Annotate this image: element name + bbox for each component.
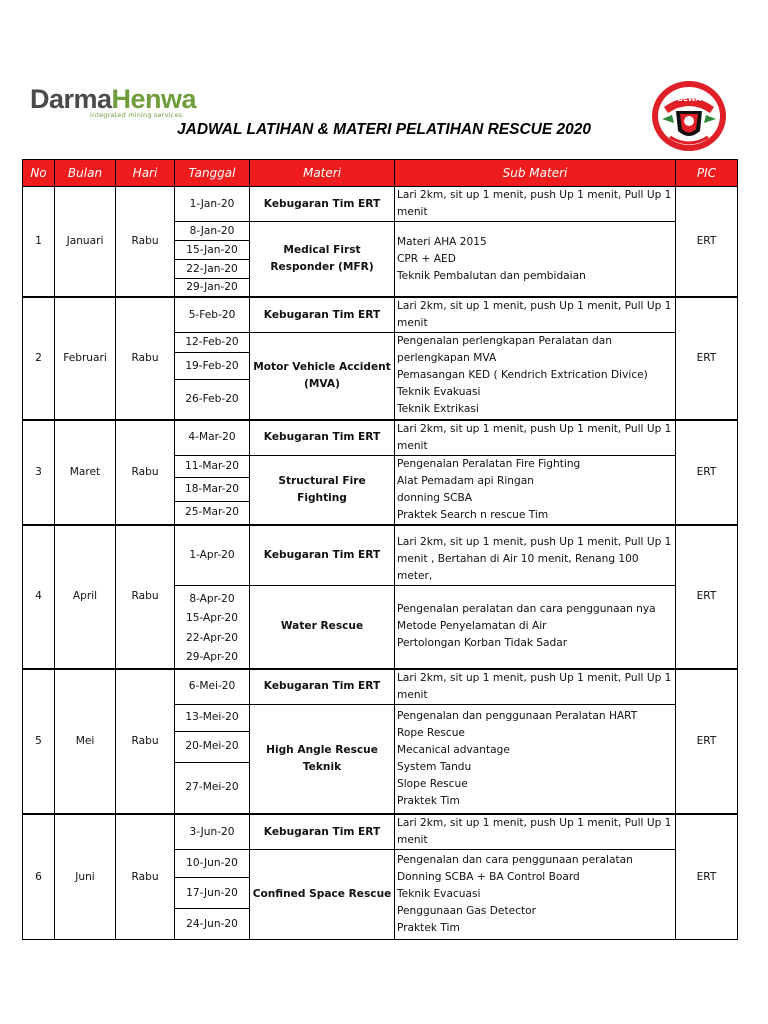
date-cell: 3-Jun-20: [175, 814, 250, 850]
sub-materi-cell: [395, 704, 676, 814]
table-row: [23, 814, 738, 850]
header-materi: Materi: [250, 160, 395, 187]
month-no: 3: [23, 420, 55, 525]
month-day: Rabu: [116, 297, 175, 420]
sub-materi-line: Donning SCBA + BA Control Board: [397, 871, 580, 883]
sub-materi-line: Praktek Search n rescue Tim: [397, 508, 549, 521]
date-cell: 24-Jun-20: [175, 909, 250, 940]
materi-cell: Kebugaran Tim ERT: [250, 187, 395, 222]
date-cell: 25-Mar-20: [175, 501, 250, 524]
sub-materi-line: System Tandu: [397, 760, 472, 773]
materi-cell: Structural Fire Fighting: [250, 455, 395, 525]
logo-brand-part2: Henwa: [111, 84, 197, 114]
sub-materi-line: Lari 2km, sit up 1 menit, push Up 1 menit, Pull Up 1 menit: [397, 817, 672, 846]
materi-cell: Kebugaran Tim ERT: [250, 669, 395, 705]
pic-cell: ERT: [676, 187, 738, 298]
logo-tagline: integrated mining services: [90, 111, 183, 119]
table-row: [23, 669, 738, 705]
sub-materi-line: Rope Rescue: [397, 726, 465, 739]
materi-cell: Kebugaran Tim ERT: [250, 814, 395, 850]
date-cell: 8-Jan-20: [175, 222, 250, 241]
sub-materi-line: donning SCBA: [397, 491, 473, 504]
sub-materi-cell: [395, 814, 676, 850]
sub-materi-line: Pemasangan KED ( Kendrich Extrication Divice): [397, 369, 648, 382]
month-day: Rabu: [116, 420, 175, 525]
sub-materi-line: Pengenalan dan penggunaan Peralatan HART: [397, 709, 638, 722]
date-cell: 17-Jun-20: [175, 878, 250, 909]
sub-materi-cell: [395, 585, 676, 669]
schedule-table: [22, 159, 738, 940]
sub-materi-cell: [395, 525, 676, 586]
materi-cell: Water Rescue: [250, 585, 395, 669]
sub-materi-line: Pengenalan perlengkapan Peralatan dan perlengkapan MVA: [397, 335, 612, 365]
sub-materi-line: Lari 2km, sit up 1 menit, push Up 1 menit, Pull Up 1 menit: [397, 422, 672, 452]
sub-materi-line: Pertolongan Korban Tidak Sadar: [397, 637, 568, 649]
table-row: [23, 420, 738, 456]
pic-cell: ERT: [676, 420, 738, 525]
logo-wordmark: [30, 84, 210, 114]
date-cell: 12-Feb-20: [175, 333, 250, 353]
sub-materi-line: Pengenalan peralatan dan cara penggunaan nya: [397, 603, 656, 615]
month-no: 6: [23, 814, 55, 940]
month-name: Januari: [55, 187, 116, 298]
sub-materi-line: Materi AHA 2015: [397, 235, 487, 248]
rescue-team-emblem-icon: [650, 79, 728, 153]
date-cell: 6-Mei-20: [175, 669, 250, 705]
sub-materi-line: Mecanical advantage: [397, 743, 510, 756]
date-line: 22-Apr-20: [185, 631, 239, 644]
month-no: 1: [23, 187, 55, 298]
date-cell: [175, 585, 250, 669]
logo-brand-part1: Darma: [30, 84, 112, 114]
materi-cell: Motor Vehicle Accident (MVA): [250, 333, 395, 420]
month-name: April: [55, 525, 116, 669]
pic-cell: ERT: [676, 297, 738, 420]
materi-cell: Kebugaran Tim ERT: [250, 525, 395, 586]
sub-materi-line: Praktek Tim: [397, 794, 460, 807]
pic-cell: ERT: [676, 525, 738, 669]
date-cell: 27-Mei-20: [175, 762, 250, 814]
sub-materi-line: Lari 2km, sit up 1 menit, push Up 1 menit, Pull Up 1 menit: [397, 189, 672, 218]
header-sub-materi: Sub Materi: [395, 160, 676, 187]
date-cell: 15-Jan-20: [175, 241, 250, 260]
sub-materi-line: Praktek Tim: [397, 922, 460, 934]
sub-materi-line: Penggunaan Gas Detector: [397, 905, 536, 917]
date-cell: 4-Mar-20: [175, 420, 250, 456]
date-line: 8-Apr-20: [189, 592, 235, 605]
date-cell: 20-Mei-20: [175, 731, 250, 762]
month-name: Februari: [55, 297, 116, 420]
header-no: No: [23, 160, 55, 187]
month-name: Maret: [55, 420, 116, 525]
emblem-text: DEWA: [677, 95, 701, 103]
month-name: Mei: [55, 669, 116, 815]
month-no: 2: [23, 297, 55, 420]
company-logo: [30, 84, 210, 120]
pic-cell: ERT: [676, 814, 738, 940]
date-cell: 1-Apr-20: [175, 525, 250, 586]
materi-cell: Medical First Responder (MFR): [250, 222, 395, 298]
sub-materi-line: Lari 2km, sit up 1 menit, push Up 1 menit, Pull Up 1 menit: [397, 300, 672, 329]
sub-materi-cell: [395, 222, 676, 298]
sub-materi-cell: [395, 333, 676, 420]
materi-cell: Kebugaran Tim ERT: [250, 420, 395, 456]
month-name: Juni: [55, 814, 116, 940]
date-cell: 10-Jun-20: [175, 850, 250, 878]
date-cell: 19-Feb-20: [175, 353, 250, 380]
date-cell: 13-Mei-20: [175, 704, 250, 731]
header-hari: Hari: [116, 160, 175, 187]
sub-materi-line: Teknik Pembalutan dan pembidaian: [397, 269, 586, 282]
month-no: 5: [23, 669, 55, 815]
date-cell: 18-Mar-20: [175, 477, 250, 501]
sub-materi-line: Teknik Evakuasi: [397, 386, 481, 399]
date-cell: 29-Jan-20: [175, 279, 250, 298]
month-day: Rabu: [116, 525, 175, 669]
date-line: 29-Apr-20: [185, 651, 239, 663]
sub-materi-cell: [395, 420, 676, 456]
materi-cell: Confined Space Rescue: [250, 850, 395, 940]
sub-materi-line: Lari 2km, sit up 1 menit, push Up 1 menit, Pull Up 1 menit , Bertahan di Air 10 menit, Renang 100 meter,: [397, 535, 672, 582]
sub-materi-cell: [395, 455, 676, 525]
sub-materi-line: CPR + AED: [397, 252, 456, 265]
month-day: Rabu: [116, 814, 175, 940]
date-cell: 1-Jan-20: [175, 187, 250, 222]
sub-materi-line: Pengenalan Peralatan Fire Fighting: [397, 457, 581, 470]
header-tanggal: Tanggal: [175, 160, 250, 187]
sub-materi-line: Alat Pemadam api Ringan: [397, 474, 534, 487]
page-title: JADWAL LATIHAN & MATERI PELATIHAN RESCUE 2020: [177, 121, 591, 138]
table-row: [23, 187, 738, 222]
date-cell: 5-Feb-20: [175, 297, 250, 333]
table-row: [23, 297, 738, 333]
materi-cell: Kebugaran Tim ERT: [250, 297, 395, 333]
sub-materi-cell: [395, 187, 676, 222]
sub-materi-cell: [395, 669, 676, 705]
pic-cell: ERT: [676, 669, 738, 815]
sub-materi-cell: [395, 297, 676, 333]
date-cell: 26-Feb-20: [175, 380, 250, 420]
table-header-row: [23, 160, 738, 187]
month-day: Rabu: [116, 669, 175, 815]
date-cell: 11-Mar-20: [175, 455, 250, 477]
sub-materi-line: Pengenalan dan cara penggunaan peralatan: [397, 854, 633, 866]
month-no: 4: [23, 525, 55, 669]
table-row: [23, 525, 738, 586]
sub-materi-line: Teknik Evacuasi: [397, 888, 481, 900]
sub-materi-line: Teknik Extrikasi: [397, 403, 479, 416]
sub-materi-line: Metode Penyelamatan di Air: [397, 620, 547, 632]
sub-materi-cell: [395, 850, 676, 940]
sub-materi-line: Lari 2km, sit up 1 menit, push Up 1 menit, Pull Up 1 menit: [397, 671, 672, 701]
sub-materi-line: Slope Rescue: [397, 777, 468, 790]
header-bulan: Bulan: [55, 160, 116, 187]
month-day: Rabu: [116, 187, 175, 298]
materi-cell: High Angle Rescue Teknik: [250, 704, 395, 814]
date-line: 15-Apr-20: [185, 612, 239, 624]
date-cell: 22-Jan-20: [175, 260, 250, 279]
header-pic: PIC: [676, 160, 738, 187]
